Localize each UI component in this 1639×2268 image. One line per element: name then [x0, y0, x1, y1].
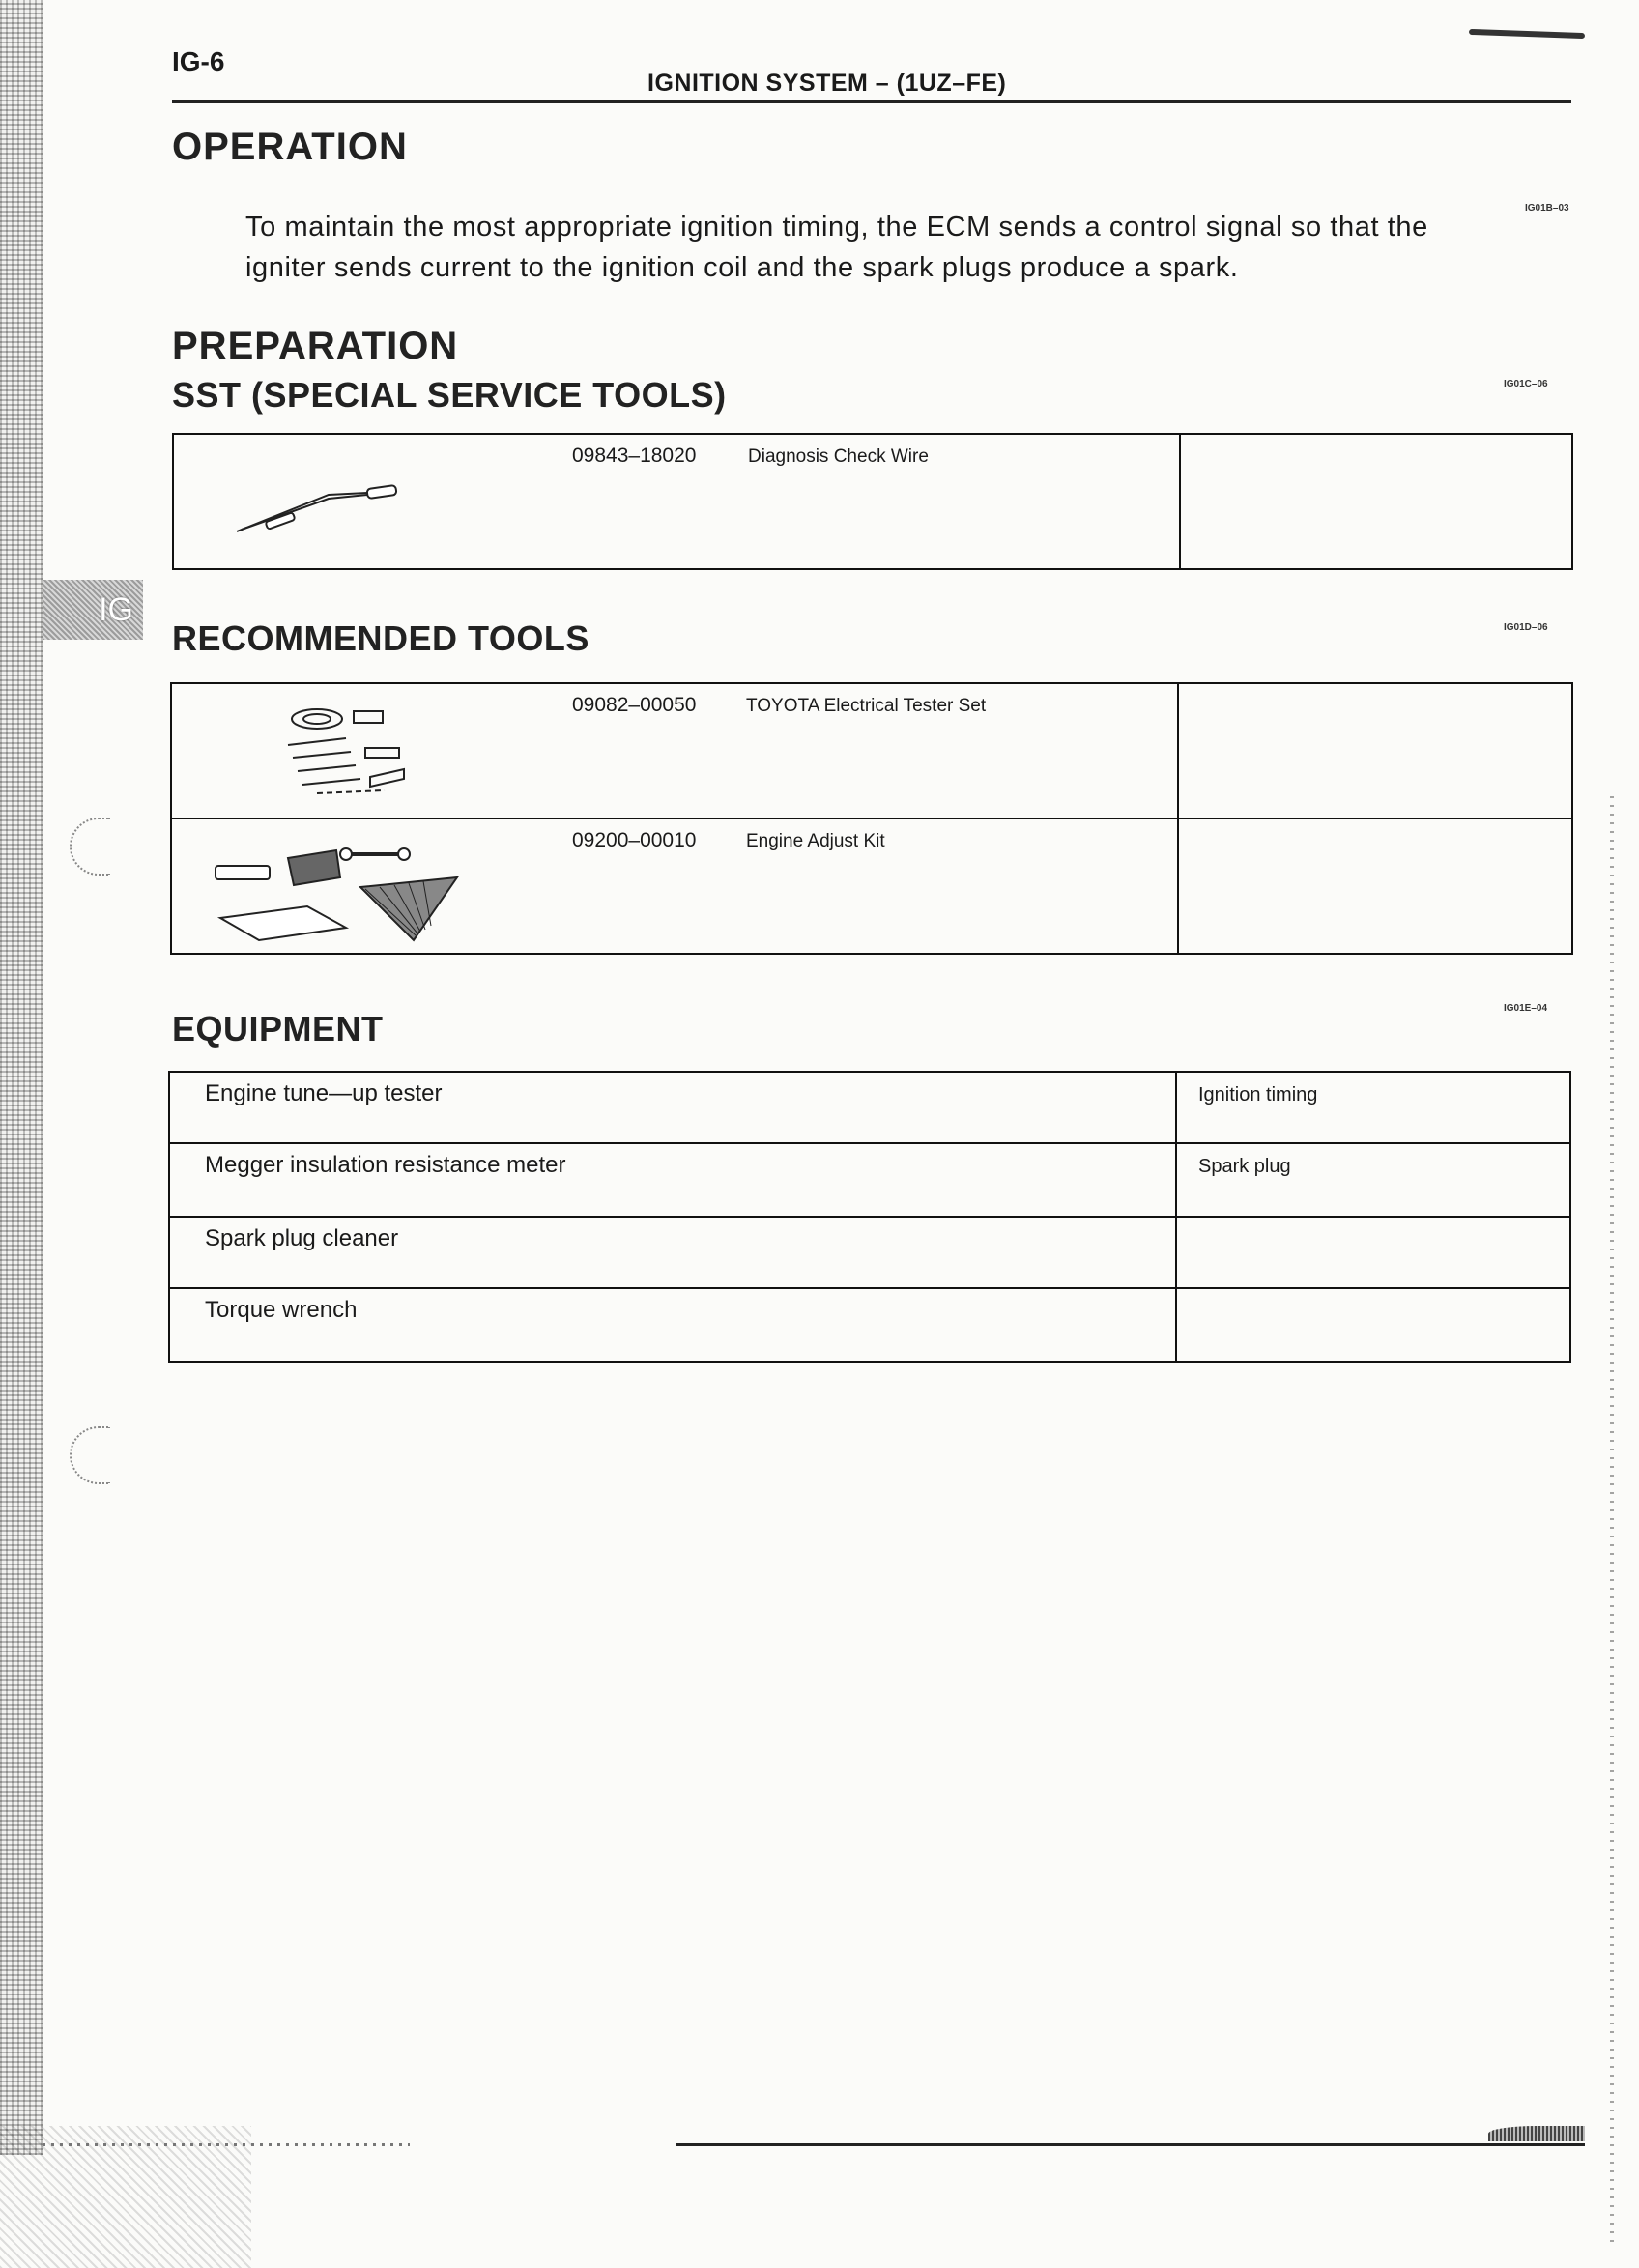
equipment-item: Torque wrench [205, 1297, 358, 1323]
recommended-tool-name: Engine Adjust Kit [746, 831, 885, 851]
recommended-part-number: 09200–00010 [572, 829, 697, 851]
equipment-table [168, 1071, 1571, 1363]
equipment-item: Engine tune—up tester [205, 1080, 443, 1106]
equipment-item: Spark plug cleaner [205, 1225, 399, 1251]
equipment-note: Ignition timing [1198, 1084, 1318, 1105]
operation-heading: OPERATION [172, 126, 408, 168]
equipment-heading: EQUIPMENT [172, 1009, 384, 1048]
table-row-divider [170, 1216, 1569, 1218]
footer-dots [43, 2143, 410, 2146]
electrical-tester-set-illustration [278, 702, 452, 808]
recommended-tools-table [170, 682, 1573, 955]
sst-heading: SST (SPECIAL SERVICE TOOLS) [172, 375, 727, 415]
table-row-divider [170, 1142, 1569, 1144]
footer-swoosh [1488, 2126, 1585, 2141]
table-row-divider [170, 1287, 1569, 1289]
running-head: IGNITION SYSTEM – (1UZ–FE) [647, 70, 1007, 97]
engine-adjust-kit-illustration [211, 839, 462, 945]
equipment-item: Megger insulation resistance meter [205, 1152, 566, 1178]
table-row-divider [172, 818, 1571, 819]
equipment-ref-code: IG01E–04 [1504, 1003, 1548, 1014]
scan-shadow [0, 2126, 251, 2268]
check-wire-illustration [232, 464, 425, 541]
equipment-note: Spark plug [1198, 1156, 1291, 1177]
header-swoosh [1469, 29, 1585, 39]
binder-hole-mark [70, 1426, 110, 1484]
operation-ref-code: IG01B–03 [1525, 203, 1569, 214]
recommended-tool-name: TOYOTA Electrical Tester Set [746, 696, 987, 716]
recommended-part-number: 09082–00050 [572, 694, 697, 716]
operation-paragraph [245, 207, 1579, 288]
section-tab: IG [43, 580, 143, 640]
operation-line-1: To maintain the most appropriate ignition timing, the ECM sends a control signal so that the [245, 212, 1428, 243]
column-divider [1179, 435, 1181, 568]
footer-rule [676, 2143, 1585, 2146]
sst-part-number: 09843–18020 [572, 445, 697, 467]
recommended-tools-heading: RECOMMENDED TOOLS [172, 618, 589, 658]
sst-ref-code: IG01C–06 [1504, 379, 1548, 389]
header-rule [172, 100, 1571, 103]
binding-edge [0, 0, 43, 2155]
page-number: IG-6 [172, 46, 225, 76]
binder-hole-mark [70, 818, 110, 876]
scan-edge-dots [1610, 792, 1614, 2242]
recommended-ref-code: IG01D–06 [1504, 622, 1548, 633]
preparation-heading: PREPARATION [172, 325, 459, 367]
sst-table [172, 433, 1573, 570]
operation-line-2: igniter sends current to the ignition coil and the spark plugs produce a spark. [245, 252, 1239, 283]
sst-tool-name: Diagnosis Check Wire [748, 446, 929, 467]
